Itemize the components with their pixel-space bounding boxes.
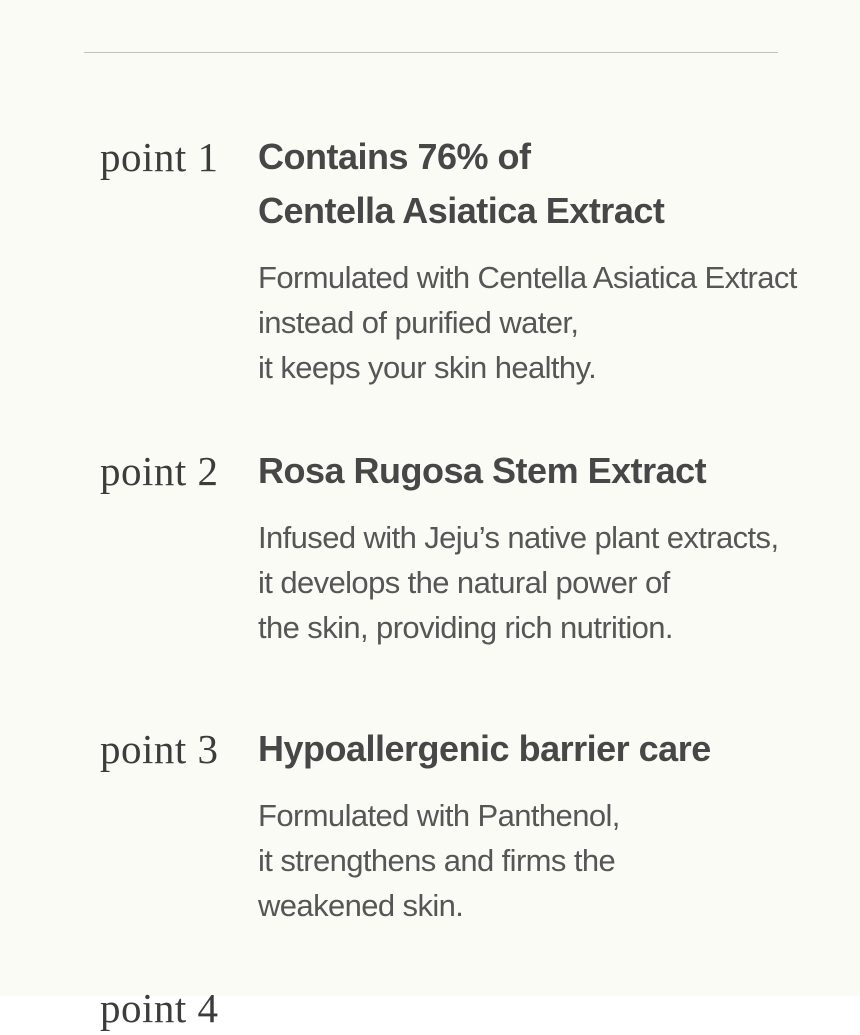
- feature-title-2: [258, 444, 778, 498]
- feature-title-1: [258, 130, 797, 238]
- point-label-2: point 2: [100, 448, 219, 494]
- feature-content-2: [258, 444, 778, 650]
- point-label-1: point 1: [100, 134, 219, 180]
- feature-description-line: Formulated with Centella Asiatica Extract: [258, 260, 797, 295]
- feature-title-line: Hypoallergenic barrier care: [258, 728, 711, 769]
- feature-description-line: it keeps your skin healthy.: [258, 350, 597, 385]
- feature-description-3: [258, 793, 711, 928]
- feature-description-line: it strengthens and firms the: [258, 843, 616, 878]
- feature-content-3: [258, 722, 711, 928]
- feature-description-line: it develops the natural power of: [258, 565, 670, 600]
- top-divider: [84, 52, 778, 53]
- feature-title-line: Contains 76% of: [258, 136, 531, 177]
- feature-description-line: the skin, providing rich nutrition.: [258, 610, 673, 645]
- point-label-3: point 3: [100, 726, 219, 772]
- feature-description-line: weakened skin.: [258, 888, 464, 923]
- feature-description-1: [258, 255, 797, 390]
- feature-description-line: instead of purified water,: [258, 305, 579, 340]
- feature-section-4-peek: [100, 981, 258, 1035]
- feature-section-1: [100, 130, 797, 390]
- feature-description-line: Formulated with Panthenol,: [258, 798, 620, 833]
- feature-description-2: [258, 515, 778, 650]
- point-label-4: point 4: [100, 985, 219, 1031]
- feature-description-line: Infused with Jeju’s native plant extracts,: [258, 520, 779, 555]
- feature-title-3: [258, 722, 711, 776]
- feature-title-line: Rosa Rugosa Stem Extract: [258, 450, 707, 491]
- feature-content-1: [258, 130, 797, 390]
- feature-section-3: [100, 722, 711, 928]
- feature-section-2: [100, 444, 778, 650]
- feature-title-line: Centella Asiatica Extract: [258, 190, 665, 231]
